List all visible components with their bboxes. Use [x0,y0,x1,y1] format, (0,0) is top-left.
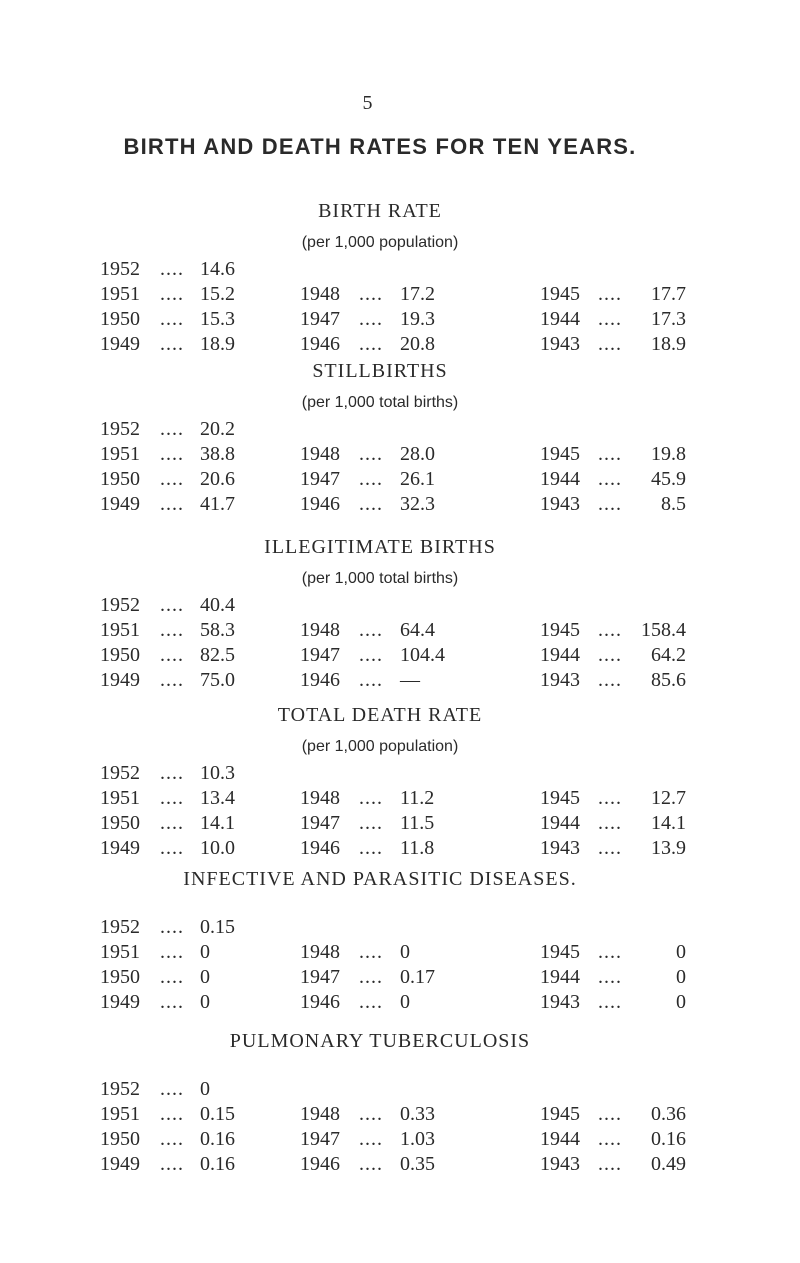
year-label: 1945 [540,787,580,809]
rate-value: 18.9 [200,333,235,355]
rate-value: 13.9 [651,837,686,859]
year-label: 1944 [540,308,580,330]
rate-value: 0.16 [200,1153,235,1175]
year-label: 1952 [100,594,140,616]
year-label: 1948 [300,443,340,465]
year-label: 1950 [100,1128,140,1150]
year-label: 1948 [300,787,340,809]
year-label: 1949 [100,669,140,691]
rate-value: 75.0 [200,669,235,691]
rate-value: 0 [200,966,210,988]
leader-dots: .... [598,941,622,963]
rate-value: 11.8 [400,837,435,859]
leader-dots: .... [160,812,184,834]
leader-dots: .... [598,468,622,490]
year-label: 1948 [300,283,340,305]
leader-dots: .... [598,1128,622,1150]
rate-value: 10.0 [200,837,235,859]
rate-value: 19.3 [400,308,435,330]
rate-value: 82.5 [200,644,235,666]
leader-dots: .... [160,762,184,784]
rate-section [0,536,800,691]
leader-dots: .... [598,812,622,834]
year-label: 1943 [540,991,580,1013]
leader-dots: .... [359,812,383,834]
year-label: 1943 [540,333,580,355]
year-label: 1949 [100,333,140,355]
rate-value: 64.2 [651,644,686,666]
rate-value: — [400,669,420,691]
year-label: 1948 [300,1103,340,1125]
year-label: 1948 [300,619,340,641]
leader-dots: .... [160,258,184,280]
leader-dots: .... [160,468,184,490]
year-label: 1948 [300,941,340,963]
year-label: 1946 [300,991,340,1013]
leader-dots: .... [160,941,184,963]
section-title: ILLEGITIMATE BIRTHS [264,536,496,558]
rate-value: 20.2 [200,418,235,440]
leader-dots: .... [160,594,184,616]
rate-value: 0.36 [651,1103,686,1125]
rate-value: 11.5 [400,812,435,834]
rate-value: 85.6 [651,669,686,691]
leader-dots: .... [160,283,184,305]
rate-value: 26.1 [400,468,435,490]
leader-dots: .... [359,1153,383,1175]
rate-value: 64.4 [400,619,435,641]
year-label: 1945 [540,443,580,465]
year-label: 1946 [300,837,340,859]
year-label: 1943 [540,669,580,691]
rate-value: 14.1 [200,812,235,834]
rate-value: 12.7 [651,787,686,809]
rate-value: 104.4 [400,644,445,666]
leader-dots: .... [598,966,622,988]
rate-value: 14.1 [651,812,686,834]
leader-dots: .... [160,644,184,666]
rate-value: 58.3 [200,619,235,641]
year-label: 1946 [300,669,340,691]
rate-value: 1.03 [400,1128,435,1150]
rate-section [0,1030,800,1175]
leader-dots: .... [598,787,622,809]
rate-value: 0 [400,991,410,1013]
page-number: 5 [362,92,373,114]
year-label: 1951 [100,1103,140,1125]
year-label: 1944 [540,812,580,834]
year-label: 1951 [100,443,140,465]
year-label: 1943 [540,493,580,515]
rate-value: 41.7 [200,493,235,515]
year-label: 1949 [100,1153,140,1175]
year-label: 1952 [100,1078,140,1100]
section-subtitle: (per 1,000 population) [301,234,459,251]
year-label: 1945 [540,941,580,963]
leader-dots: .... [598,669,622,691]
section-title: PULMONARY TUBERCULOSIS [229,1030,531,1052]
leader-dots: .... [160,443,184,465]
rate-section [0,704,800,859]
rate-value: 28.0 [400,443,435,465]
rate-value: 0 [400,941,410,963]
leader-dots: .... [598,1153,622,1175]
leader-dots: .... [359,1128,383,1150]
leader-dots: .... [160,418,184,440]
rate-value: 0.16 [200,1128,235,1150]
leader-dots: .... [160,1103,184,1125]
year-label: 1951 [100,283,140,305]
rate-value: 40.4 [200,594,235,616]
rate-value: 0 [676,991,686,1013]
year-label: 1950 [100,812,140,834]
leader-dots: .... [160,1128,184,1150]
rate-value: 20.8 [400,333,435,355]
leader-dots: .... [359,669,383,691]
leader-dots: .... [598,333,622,355]
year-label: 1951 [100,941,140,963]
leader-dots: .... [160,333,184,355]
leader-dots: .... [359,837,383,859]
leader-dots: .... [359,644,383,666]
rate-value: 8.5 [661,493,686,515]
year-label: 1943 [540,837,580,859]
rate-value: 17.2 [400,283,435,305]
rate-value: 0.15 [200,916,235,938]
rate-value: 0.17 [400,966,435,988]
section-subtitle: (per 1,000 total births) [301,570,459,587]
rate-value: 18.9 [651,333,686,355]
rate-value: 15.3 [200,308,235,330]
year-label: 1950 [100,308,140,330]
rate-value: 0.33 [400,1103,435,1125]
year-label: 1947 [300,1128,340,1150]
leader-dots: .... [359,787,383,809]
year-label: 1945 [540,619,580,641]
leader-dots: .... [359,1103,383,1125]
leader-dots: .... [160,1153,184,1175]
rate-value: 0.15 [200,1103,235,1125]
leader-dots: .... [359,443,383,465]
year-label: 1944 [540,1128,580,1150]
rate-value: 45.9 [651,468,686,490]
year-label: 1952 [100,258,140,280]
year-label: 1950 [100,644,140,666]
leader-dots: .... [359,283,383,305]
year-label: 1947 [300,966,340,988]
year-label: 1949 [100,991,140,1013]
rate-value: 0 [676,966,686,988]
rate-value: 19.8 [651,443,686,465]
section-title: BIRTH RATE [318,200,442,222]
leader-dots: .... [359,308,383,330]
rate-value: 158.4 [641,619,686,641]
year-label: 1949 [100,837,140,859]
leader-dots: .... [160,669,184,691]
leader-dots: .... [598,619,622,641]
year-label: 1949 [100,493,140,515]
rate-value: 0.49 [651,1153,686,1175]
leader-dots: .... [160,493,184,515]
year-label: 1946 [300,493,340,515]
section-subtitle: (per 1,000 population) [301,738,459,755]
rate-value: 10.3 [200,762,235,784]
rate-value: 17.7 [651,283,686,305]
year-label: 1951 [100,787,140,809]
leader-dots: .... [359,991,383,1013]
year-label: 1952 [100,762,140,784]
leader-dots: .... [160,787,184,809]
section-title: TOTAL DEATH RATE [277,704,483,726]
leader-dots: .... [359,493,383,515]
leader-dots: .... [598,991,622,1013]
leader-dots: .... [160,619,184,641]
leader-dots: .... [359,468,383,490]
year-label: 1952 [100,916,140,938]
rate-value: 0 [200,1078,210,1100]
year-label: 1943 [540,1153,580,1175]
leader-dots: .... [160,1078,184,1100]
year-label: 1947 [300,468,340,490]
year-label: 1947 [300,644,340,666]
year-label: 1945 [540,1103,580,1125]
leader-dots: .... [598,283,622,305]
year-label: 1952 [100,418,140,440]
rate-section [0,200,800,355]
leader-dots: .... [160,837,184,859]
year-label: 1945 [540,283,580,305]
leader-dots: .... [160,966,184,988]
rate-section [0,868,800,1013]
year-label: 1950 [100,468,140,490]
year-label: 1951 [100,619,140,641]
year-label: 1946 [300,1153,340,1175]
rate-value: 0 [676,941,686,963]
leader-dots: .... [160,916,184,938]
leader-dots: .... [598,1103,622,1125]
year-label: 1947 [300,812,340,834]
leader-dots: .... [359,619,383,641]
rate-value: 0 [200,991,210,1013]
leader-dots: .... [598,493,622,515]
rate-value: 11.2 [400,787,435,809]
leader-dots: .... [598,644,622,666]
leader-dots: .... [598,308,622,330]
year-label: 1946 [300,333,340,355]
rate-value: 0.16 [651,1128,686,1150]
year-label: 1944 [540,966,580,988]
leader-dots: .... [598,443,622,465]
rate-value: 0 [200,941,210,963]
year-label: 1944 [540,468,580,490]
leader-dots: .... [359,966,383,988]
rate-value: 14.6 [200,258,235,280]
leader-dots: .... [598,837,622,859]
rate-value: 0.35 [400,1153,435,1175]
page-title: BIRTH AND DEATH RATES FOR TEN YEARS. [123,134,637,159]
section-subtitle: (per 1,000 total births) [301,394,459,411]
leader-dots: .... [359,333,383,355]
leader-dots: .... [359,941,383,963]
section-title: INFECTIVE AND PARASITIC DISEASES. [183,868,577,890]
rate-value: 38.8 [200,443,235,465]
rate-value: 17.3 [651,308,686,330]
year-label: 1950 [100,966,140,988]
rate-value: 32.3 [400,493,435,515]
rate-value: 13.4 [200,787,235,809]
rate-value: 15.2 [200,283,235,305]
year-label: 1944 [540,644,580,666]
rate-value: 20.6 [200,468,235,490]
leader-dots: .... [160,991,184,1013]
leader-dots: .... [160,308,184,330]
section-title: STILLBIRTHS [312,360,448,382]
year-label: 1947 [300,308,340,330]
rate-section [0,360,800,515]
